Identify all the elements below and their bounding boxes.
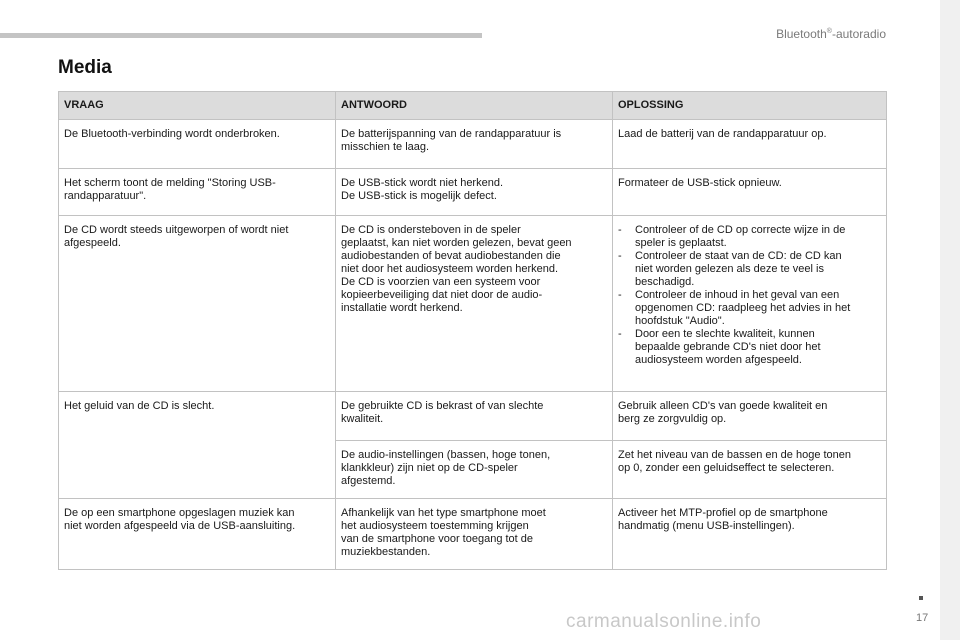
question-cell [59, 216, 336, 392]
cell-line: installatie wordt herkend. [341, 302, 463, 314]
footer-square-mark [919, 596, 923, 600]
cell-line: hoofdstuk "Audio". [635, 315, 725, 327]
cell-line: muziekbestanden. [341, 546, 431, 558]
cell-line: De USB-stick is mogelijk defect. [341, 190, 497, 202]
cell-line: niet worden gelezen als deze te veel is [635, 263, 824, 275]
cell-line: niet worden afgespeeld via de USB-aansluiting. [64, 520, 296, 532]
column-header-solution: OPLOSSING [613, 92, 887, 120]
cell-line: audiosysteem worden afgespeeld. [635, 354, 802, 366]
cell-line: bepaalde gebrande CD's niet door het [635, 341, 821, 353]
cell-line: Activeer het MTP-profiel op de smartphone [618, 507, 828, 519]
question-cell [59, 120, 336, 169]
solution-cell [613, 169, 887, 216]
cell-line: geplaatst, kan niet worden gelezen, bevat geen [341, 237, 572, 249]
cell-line: het audiosysteem toestemming krijgen [341, 520, 529, 532]
cell-line: van de smartphone voor toegang tot de [341, 533, 534, 545]
solution-list-item [618, 289, 881, 328]
column-header-answer: ANTWOORD [336, 92, 613, 120]
cell-line: Afhankelijk van het type smartphone moet [341, 507, 546, 519]
header-rule [0, 33, 482, 38]
cell-line: De CD wordt steeds uitgeworpen of wordt niet [64, 224, 289, 236]
cell-line: De gebruikte CD is bekrast of van slechte [341, 400, 544, 412]
page-edge-strip [940, 0, 960, 640]
cell-line: audiobestanden of bevat audiobestanden die [341, 250, 561, 262]
question-cell [59, 169, 336, 216]
running-title: Bluetooth®-autoradio [776, 27, 886, 41]
list-dash: - [618, 224, 622, 236]
question-cell [59, 392, 336, 499]
solution-cell [613, 499, 887, 570]
cell-line: Het scherm toont de melding "Storing USB- [64, 177, 276, 189]
table-row [59, 169, 887, 216]
cell-line: Gebruik alleen CD's van goede kwaliteit en [618, 400, 828, 412]
table-row [59, 120, 887, 169]
answer-cell [336, 499, 613, 570]
cell-line: De CD is ondersteboven in de speler [341, 224, 521, 236]
cell-line: De USB-stick wordt niet herkend. [341, 177, 504, 189]
cell-line: De Bluetooth-verbinding wordt onderbroken. [64, 128, 280, 140]
solution-list-item [618, 224, 881, 250]
cell-line: op 0, zonder een geluidseffect te selecteren. [618, 462, 835, 474]
answer-cell [336, 169, 613, 216]
cell-line: Controleer de inhoud in het geval van een [635, 289, 840, 301]
list-dash: - [618, 250, 622, 262]
solution-cell [613, 441, 887, 499]
cell-line: Het geluid van de CD is slecht. [64, 400, 215, 412]
watermark: carmanualsonline.info [566, 611, 762, 632]
solution-cell [613, 216, 887, 392]
list-dash: - [618, 289, 622, 301]
cell-line: De op een smartphone opgeslagen muziek kan [64, 507, 295, 519]
answer-cell [336, 120, 613, 169]
cell-line: De batterijspanning van de randapparatuur is [341, 128, 562, 140]
solution-list-item [618, 250, 881, 289]
cell-line: afgestemd. [341, 475, 396, 487]
cell-line: beschadigd. [635, 276, 695, 288]
cell-line: Controleer of de CD op correcte wijze in de [635, 224, 846, 236]
cell-line: De CD is voorzien van een systeem voor [341, 276, 541, 288]
question-cell [59, 499, 336, 570]
solution-cell [613, 120, 887, 169]
column-header-question: VRAAG [59, 92, 336, 120]
solution-cell [613, 392, 887, 441]
cell-line: Controleer de staat van de CD: de CD kan [635, 250, 842, 262]
cell-line: kwaliteit. [341, 413, 384, 425]
cell-line: kopieerbeveiliging dat niet door de audio- [341, 289, 543, 301]
list-dash: - [618, 328, 622, 340]
cell-line: Laad de batterij van de randapparatuur op. [618, 128, 827, 140]
cell-line: De audio-instellingen (bassen, hoge tonen, [341, 449, 551, 461]
answer-cell [336, 441, 613, 499]
table-row [59, 216, 887, 392]
table-row [59, 499, 887, 570]
cell-line: Formateer de USB-stick opnieuw. [618, 177, 782, 189]
table-header-row [59, 92, 887, 120]
cell-line: Zet het niveau van de bassen en de hoge tonen [618, 449, 852, 461]
solution-list-item [618, 328, 881, 367]
cell-line: handmatig (menu USB-instellingen). [618, 520, 795, 532]
cell-line: niet door het audiosysteem worden herkend. [341, 263, 559, 275]
answer-cell [336, 392, 613, 441]
page-number: 17 [916, 612, 929, 624]
answer-cell [336, 216, 613, 392]
faq-table [58, 91, 887, 570]
cell-line: opgenomen CD: raadpleeg het advies in het [635, 302, 851, 314]
cell-line: afgespeeld. [64, 237, 121, 249]
table-row [59, 392, 887, 441]
section-title: Media [58, 57, 112, 78]
cell-line: randapparatuur". [64, 190, 147, 202]
cell-line: berg ze zorgvuldig op. [618, 413, 727, 425]
cell-line: speler is geplaatst. [635, 237, 727, 249]
cell-line: misschien te laag. [341, 141, 430, 153]
cell-line: klankkleur) zijn niet op de CD-speler [341, 462, 518, 474]
cell-line: Door een te slechte kwaliteit, kunnen [635, 328, 815, 340]
